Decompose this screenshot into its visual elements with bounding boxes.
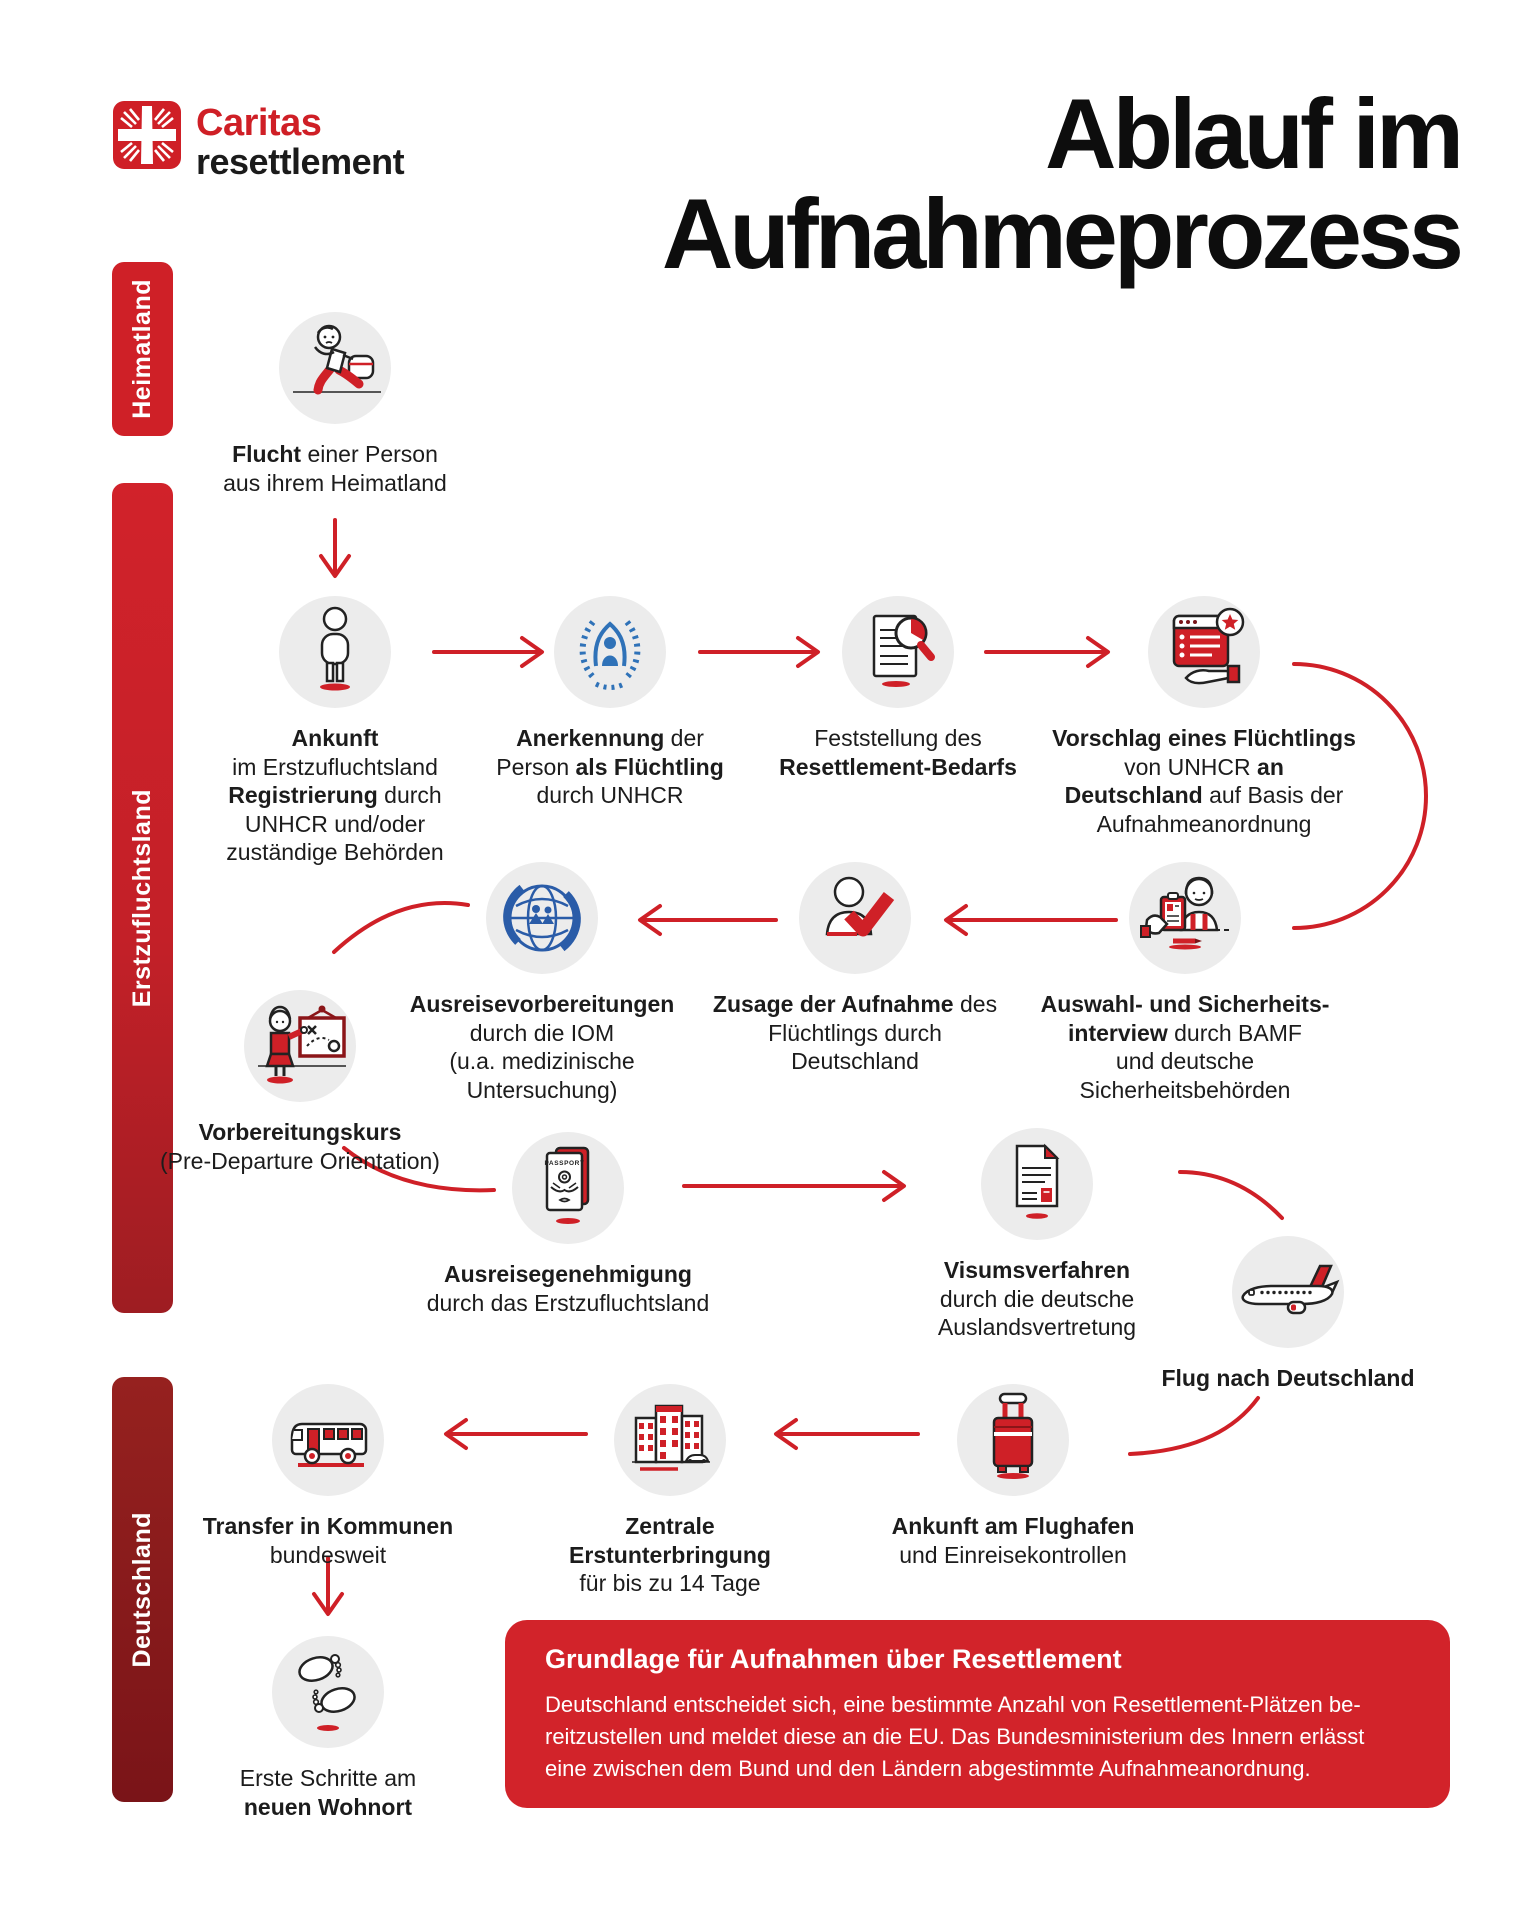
step-caption: Zentrale Erstunterbringung für bis zu 14 Tage <box>569 1513 771 1597</box>
fleeing-person-icon <box>279 318 391 418</box>
page-title <box>661 78 1460 289</box>
airplane-icon <box>1230 1242 1346 1342</box>
step-caption: Vorschlag eines Flüchtlings von UNHCR an Deutschland auf Basis der Aufnahmeanordnung <box>1052 725 1356 837</box>
step-ankunft <box>195 596 475 867</box>
passport-label: PASSPORT <box>544 1160 585 1167</box>
step-anerkennung <box>480 596 740 810</box>
caritas-logo <box>112 100 404 180</box>
phase-label: Deutschland <box>128 1511 156 1668</box>
step-erste-schritte <box>188 1636 468 1821</box>
document-magnifier-icon <box>848 602 948 702</box>
step-caption: Flug nach Deutschland <box>1161 1365 1415 1391</box>
trainer-flipchart-icon <box>246 996 354 1096</box>
step-ankunft-flughafen <box>848 1384 1178 1569</box>
step-erstunterbringung <box>520 1384 820 1598</box>
iom-logo-icon <box>492 868 592 968</box>
unhcr-logo-icon <box>560 602 660 702</box>
footprints-icon <box>278 1642 378 1742</box>
page-title-line1: Ablauf im <box>1044 78 1460 189</box>
step-ausreisegenehmigung <box>403 1132 733 1317</box>
brand-subtitle: resettlement <box>196 141 405 182</box>
step-auswahl-interview <box>1020 862 1350 1104</box>
step-caption: Ausreisevorbereitungen durch die IOM (u.a. medizinische Untersuchung) <box>409 991 675 1103</box>
step-flug <box>1123 1236 1453 1393</box>
caritas-cross-icon <box>112 100 182 170</box>
step-caption: Anerkennung der Person als Flüchtling durch UNHCR <box>496 725 724 809</box>
step-caption: Ankunft am Flughafen und Einreisekontrollen <box>891 1513 1135 1568</box>
phase-label: Erstzufluchtsland <box>128 788 156 1008</box>
info-box <box>505 1620 1450 1808</box>
step-caption: Ausreisegenehmigung durch das Erstzufluchtsland <box>426 1261 710 1316</box>
step-zusage <box>690 862 1020 1076</box>
suitcase-icon <box>963 1387 1063 1493</box>
page-title-line2: Aufnahmeprozess <box>661 177 1460 289</box>
standing-person-icon <box>285 602 385 702</box>
step-caption: Erste Schritte am neuen Wohnort <box>239 1765 417 1820</box>
step-transfer <box>178 1384 478 1569</box>
step-caption: Feststellung des Resettlement-Bedarfs <box>779 725 1017 780</box>
person-checkmark-icon <box>805 868 905 968</box>
step-flucht <box>195 312 475 497</box>
apartment-building-icon <box>614 1390 726 1490</box>
bus-icon <box>272 1390 384 1490</box>
step-feststellung <box>748 596 1048 781</box>
step-caption: Flucht einer Person aus ihrem Heimatland <box>223 441 447 496</box>
step-caption: Visumsverfahren durch die deutsche Auslandsvertretung <box>937 1257 1137 1341</box>
phase-label: Heimatland <box>128 279 156 419</box>
brand-name: Caritas <box>196 102 322 144</box>
step-vorschlag <box>1034 596 1374 838</box>
visa-document-icon <box>987 1134 1087 1234</box>
step-caption: Zusage der Aufnahme des Flüchtlings durch Deutschland <box>712 991 998 1075</box>
interview-clipboard-icon <box>1133 868 1237 968</box>
proposal-window-star-icon <box>1152 602 1256 702</box>
phase-bar-heimatland <box>112 262 173 436</box>
step-caption: Transfer in Kommunen bundesweit <box>202 1513 454 1568</box>
info-box-body: Deutschland entscheidet sich, eine bestimmte Anzahl von Resettlement-Plätzen be- reitzustellen und meldet diese an die EU. Das Bundesministerium des Innern erlässt eine zwischen dem Bund und den Ländern abgestimmte Aufnahmeanordnung. <box>545 1692 1365 1781</box>
step-caption: Vorbereitungskurs (Pre-Departure Orientation) <box>160 1119 440 1174</box>
passport-icon <box>518 1138 618 1238</box>
info-box-title: Grundlage für Aufnahmen über Resettlement <box>545 1644 1122 1674</box>
phase-bar-erstzufluchtsland <box>112 483 173 1313</box>
curve-connector <box>1180 1172 1282 1218</box>
step-caption: Auswahl- und Sicherheits- interview durch BAMF und deutsche Sicherheitsbehörden <box>1040 991 1330 1103</box>
phase-bar-deutschland <box>112 1377 173 1802</box>
step-caption: Ankunft im Erstzufluchtsland Registrierung durch UNHCR und/oder zuständige Behörden <box>226 725 444 866</box>
